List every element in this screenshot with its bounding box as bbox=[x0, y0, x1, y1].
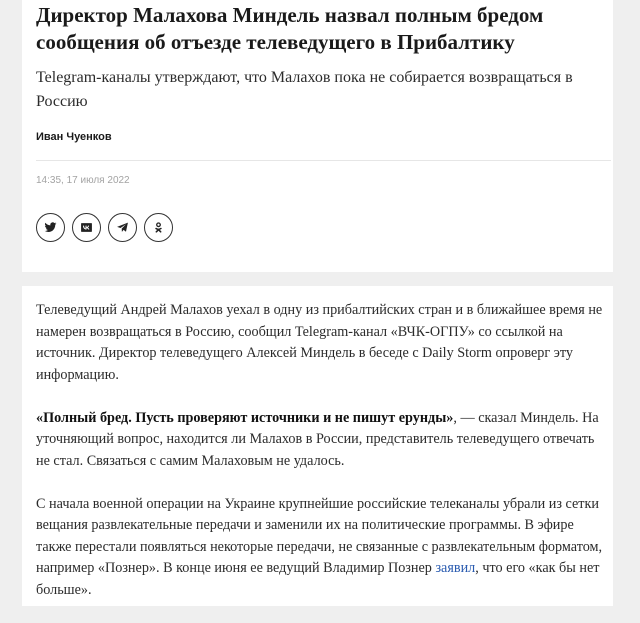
paragraph-2-text: , — сказал Миндель. На уточняющий вопрос, находится ли Малахов в России, представитель телеведущего отвечать не стал. Связаться с самим Малаховым не удалось. bbox=[36, 409, 599, 469]
share-twitter-button[interactable] bbox=[36, 213, 65, 242]
share-vk-button[interactable] bbox=[72, 213, 101, 242]
share-telegram-button[interactable] bbox=[108, 213, 137, 242]
paragraph-2 bbox=[36, 408, 606, 473]
article-title: Директор Малахова Миндель назвал полным бредом сообщения об отъезде телеведущего в Прибалтику bbox=[36, 3, 544, 54]
quote: «Полный бред. Пусть проверяют источники и не пишут ерунды» bbox=[36, 409, 454, 426]
article-header-card bbox=[22, 0, 613, 272]
article-body-card bbox=[22, 286, 613, 606]
author-name[interactable]: Иван Чуенков bbox=[36, 131, 112, 143]
publish-date: 14:35, 17 июля 2022 bbox=[36, 175, 130, 186]
share-buttons bbox=[36, 213, 173, 242]
paragraph-1: Телеведущий Андрей Малахов уехал в одну из прибалтийских стран и в ближайшее время не намерен возвращаться в Россию, сообщил Telegram-канал «ВЧК-ОГПУ» со ссылкой на источник. Директор телеведущего Алексей Миндель в беседе с Daily Storm опроверг эту информацию. bbox=[36, 302, 603, 383]
paragraph-3 bbox=[36, 494, 606, 602]
paragraph-3-text: С начала военной операции на Украине крупнейшие российские телеканалы убрали из сетки вещания развлекательные передачи и заменили их на политические программы. В эфире также перестали появляться некоторые передачи, не связанные с развлекательным форматом, например «Познер». В конце июня ее ведущий Владимир Познер bbox=[36, 495, 603, 576]
article-body bbox=[36, 300, 606, 623]
article-subtitle: Telegram-каналы утверждают, что Малахов пока не собирается возвращаться в Россию bbox=[36, 69, 573, 110]
paragraph-3-end: , что его «как бы нет больше». bbox=[36, 560, 600, 598]
source-link[interactable]: заявил bbox=[435, 560, 476, 576]
telegram-icon bbox=[116, 221, 129, 234]
odnoklassniki-icon bbox=[152, 221, 165, 234]
twitter-icon bbox=[44, 221, 57, 234]
share-odnoklassniki-button[interactable] bbox=[144, 213, 173, 242]
divider bbox=[36, 160, 611, 161]
vk-icon bbox=[80, 221, 93, 234]
